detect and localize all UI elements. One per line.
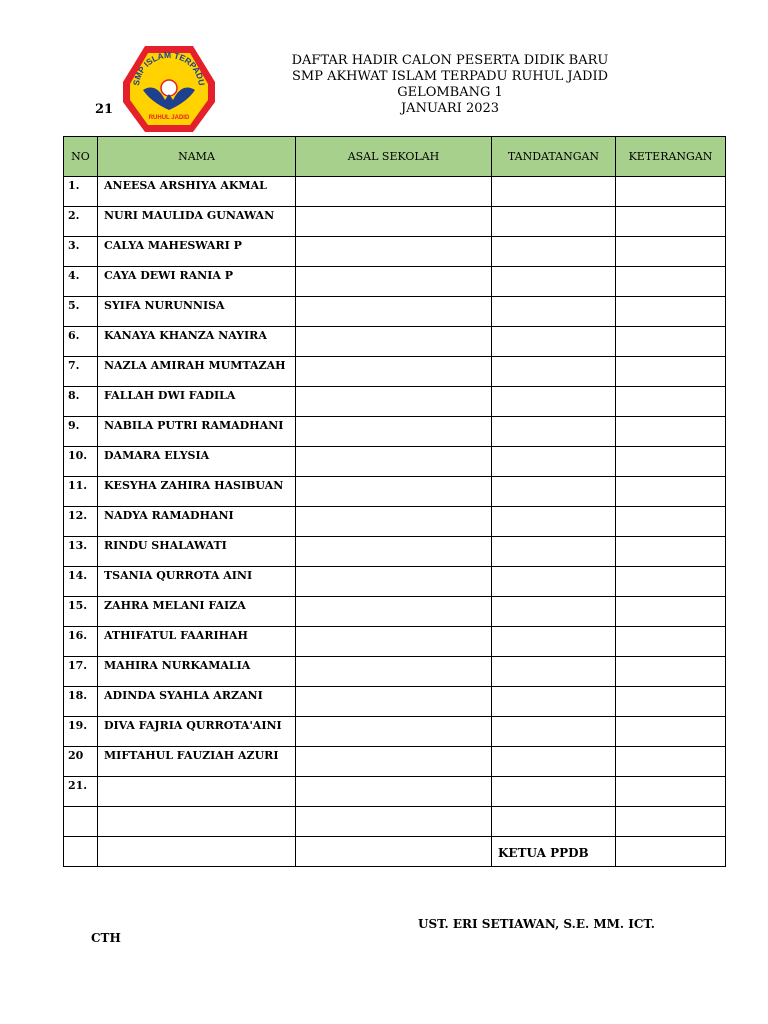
keterangan-cell — [616, 717, 726, 747]
tandatangan-cell — [492, 387, 616, 417]
logo-name-text: RUHUL JADID — [148, 115, 190, 121]
signer-name: UST. ERI SETIAWAN, S.E. MM. ICT. — [418, 917, 655, 931]
column-header-no: NO — [64, 137, 98, 177]
table-row — [64, 207, 726, 237]
tandatangan-cell — [492, 447, 616, 477]
table-header-row — [64, 137, 726, 177]
keterangan-cell — [616, 387, 726, 417]
asal-sekolah-cell — [296, 357, 492, 387]
table-row — [64, 537, 726, 567]
school-logo — [121, 44, 217, 134]
cth-label: CTH — [91, 931, 121, 945]
table-row — [64, 747, 726, 777]
table-row — [64, 177, 726, 207]
keterangan-cell — [616, 177, 726, 207]
keterangan-cell — [616, 747, 726, 777]
row-number: 2. — [64, 207, 98, 237]
row-number: 13. — [64, 537, 98, 567]
asal-sekolah-cell — [296, 657, 492, 687]
tandatangan-cell — [492, 297, 616, 327]
row-number: 3. — [64, 237, 98, 267]
asal-sekolah-cell — [296, 627, 492, 657]
heading-line-3: GELOMBANG 1 — [397, 85, 503, 100]
row-number: 15. — [64, 597, 98, 627]
tandatangan-cell — [492, 477, 616, 507]
student-name: NADYA RAMADHANI — [98, 507, 296, 537]
asal-sekolah-cell — [296, 807, 492, 837]
keterangan-cell — [616, 597, 726, 627]
table-row — [64, 777, 726, 807]
student-name: NURI MAULIDA GUNAWAN — [98, 207, 296, 237]
tandatangan-cell — [492, 807, 616, 837]
keterangan-cell — [616, 657, 726, 687]
tandatangan-cell — [492, 627, 616, 657]
column-header-tandatangan: TANDATANGAN — [492, 137, 616, 177]
tandatangan-cell — [492, 597, 616, 627]
student-name: ATHIFATUL FAARIHAH — [98, 627, 296, 657]
tandatangan-cell — [492, 717, 616, 747]
student-name: SYIFA NURUNNISA — [98, 297, 296, 327]
table-row — [64, 627, 726, 657]
student-name: KANAYA KHANZA NAYIRA — [98, 327, 296, 357]
student-name: CALYA MAHESWARI P — [98, 237, 296, 267]
row-number: 11. — [64, 477, 98, 507]
logo-arc-text: SMP ISLAM TERPADU — [131, 49, 207, 87]
tandatangan-cell — [492, 237, 616, 267]
asal-sekolah-cell — [296, 597, 492, 627]
table-row — [64, 447, 726, 477]
asal-sekolah-cell — [296, 387, 492, 417]
student-name: FALLAH DWI FADILA — [98, 387, 296, 417]
student-name: MIFTAHUL FAUZIAH AZURI — [98, 747, 296, 777]
row-number: 5. — [64, 297, 98, 327]
row-number: 10. — [64, 447, 98, 477]
student-name: MAHIRA NURKAMALIA — [98, 657, 296, 687]
row-number: 6. — [64, 327, 98, 357]
table-row — [64, 807, 726, 837]
table-row — [64, 717, 726, 747]
tandatangan-cell — [492, 567, 616, 597]
row-number: 14. — [64, 567, 98, 597]
asal-sekolah-cell — [296, 177, 492, 207]
student-name: NAZLA AMIRAH MUMTAZAH — [98, 357, 296, 387]
tandatangan-cell — [492, 747, 616, 777]
student-name: DAMARA ELYSIA — [98, 447, 296, 477]
row-number: 8. — [64, 387, 98, 417]
keterangan-cell — [616, 537, 726, 567]
row-number: 1. — [64, 177, 98, 207]
table-row — [64, 327, 726, 357]
row-number: 20 — [64, 747, 98, 777]
keterangan-cell — [616, 777, 726, 807]
corner-number: 21 — [95, 102, 114, 117]
tandatangan-cell — [492, 687, 616, 717]
heading-line-1: DAFTAR HADIR CALON PESERTA DIDIK BARU — [291, 53, 609, 68]
asal-sekolah-cell — [296, 747, 492, 777]
keterangan-cell — [616, 207, 726, 237]
student-name: ZAHRA MELANI FAIZA — [98, 597, 296, 627]
tandatangan-cell — [492, 177, 616, 207]
table-row — [64, 507, 726, 537]
student-name — [98, 777, 296, 807]
student-name: RINDU SHALAWATI — [98, 537, 296, 567]
asal-sekolah-cell — [296, 837, 492, 867]
keterangan-cell — [616, 627, 726, 657]
row-number — [64, 807, 98, 837]
row-number: 18. — [64, 687, 98, 717]
keterangan-cell — [616, 267, 726, 297]
row-number: 16. — [64, 627, 98, 657]
asal-sekolah-cell — [296, 537, 492, 567]
tandatangan-cell — [492, 267, 616, 297]
asal-sekolah-cell — [296, 297, 492, 327]
row-number: 4. — [64, 267, 98, 297]
table-row — [64, 387, 726, 417]
asal-sekolah-cell — [296, 237, 492, 267]
student-name: TSANIA QURROTA AINI — [98, 567, 296, 597]
keterangan-cell — [616, 417, 726, 447]
asal-sekolah-cell — [296, 567, 492, 597]
keterangan-cell — [616, 837, 726, 867]
table-row — [64, 267, 726, 297]
asal-sekolah-cell — [296, 417, 492, 447]
student-name — [98, 837, 296, 867]
ketua-ppdb-label: KETUA PPDB — [498, 846, 589, 860]
row-number: 9. — [64, 417, 98, 447]
tandatangan-cell — [492, 357, 616, 387]
tandatangan-cell — [492, 507, 616, 537]
table-row — [64, 237, 726, 267]
table-row — [64, 657, 726, 687]
keterangan-cell — [616, 807, 726, 837]
table-row — [64, 687, 726, 717]
attendance-table — [63, 136, 726, 867]
keterangan-cell — [616, 507, 726, 537]
row-number — [64, 837, 98, 867]
keterangan-cell — [616, 297, 726, 327]
keterangan-cell — [616, 477, 726, 507]
asal-sekolah-cell — [296, 687, 492, 717]
heading-line-4: JANUARI 2023 — [400, 101, 500, 116]
keterangan-cell — [616, 447, 726, 477]
tandatangan-cell — [492, 537, 616, 567]
student-name: ADINDA SYAHLA ARZANI — [98, 687, 296, 717]
column-header-keterangan: KETERANGAN — [616, 137, 726, 177]
table-row — [64, 297, 726, 327]
asal-sekolah-cell — [296, 507, 492, 537]
student-name: NABILA PUTRI RAMADHANI — [98, 417, 296, 447]
table-row — [64, 567, 726, 597]
table-row — [64, 477, 726, 507]
keterangan-cell — [616, 567, 726, 597]
row-number: 7. — [64, 357, 98, 387]
row-number: 12. — [64, 507, 98, 537]
keterangan-cell — [616, 687, 726, 717]
tandatangan-cell — [492, 327, 616, 357]
tandatangan-cell — [492, 207, 616, 237]
asal-sekolah-cell — [296, 477, 492, 507]
asal-sekolah-cell — [296, 267, 492, 297]
tandatangan-cell — [492, 777, 616, 807]
document-heading — [280, 53, 620, 117]
table-row — [64, 417, 726, 447]
keterangan-cell — [616, 237, 726, 267]
table-row — [64, 357, 726, 387]
tandatangan-cell — [492, 417, 616, 447]
row-number: 21. — [64, 777, 98, 807]
asal-sekolah-cell — [296, 207, 492, 237]
asal-sekolah-cell — [296, 717, 492, 747]
keterangan-cell — [616, 327, 726, 357]
keterangan-cell — [616, 357, 726, 387]
tandatangan-cell — [492, 657, 616, 687]
row-number: 19. — [64, 717, 98, 747]
heading-line-2: SMP AKHWAT ISLAM TERPADU RUHUL JADID — [291, 69, 609, 84]
column-header-nama: NAMA — [98, 137, 296, 177]
student-name: ANEESA ARSHIYA AKMAL — [98, 177, 296, 207]
asal-sekolah-cell — [296, 777, 492, 807]
student-name: CAYA DEWI RANIA P — [98, 267, 296, 297]
student-name — [98, 807, 296, 837]
table-row — [64, 597, 726, 627]
student-name: KESYHA ZAHIRA HASIBUAN — [98, 477, 296, 507]
column-header-asal-sekolah: ASAL SEKOLAH — [296, 137, 492, 177]
row-number: 17. — [64, 657, 98, 687]
table-row — [64, 837, 726, 867]
asal-sekolah-cell — [296, 447, 492, 477]
student-name: DIVA FAJRIA QURROTA'AINI — [98, 717, 296, 747]
asal-sekolah-cell — [296, 327, 492, 357]
